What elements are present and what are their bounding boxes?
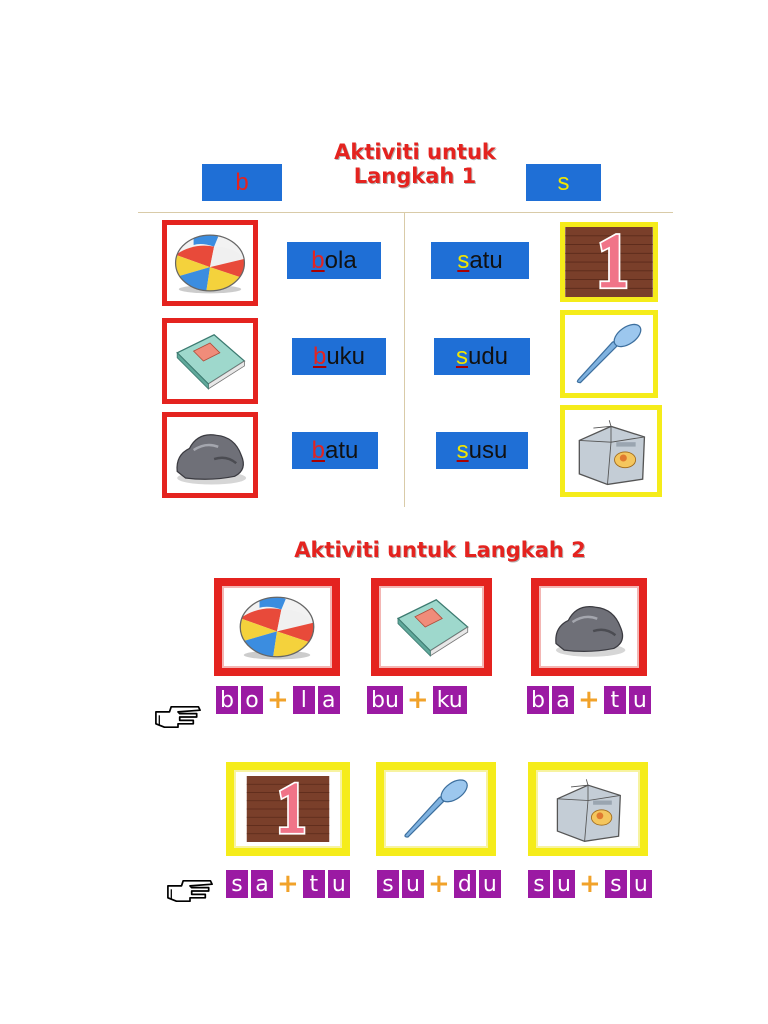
step2-title: Aktiviti untuk Langkah 2 [294,538,586,562]
word-bola-rest: ola [324,246,357,274]
picture-sudu [560,310,658,398]
step1-title [300,140,530,188]
syllables-satu [226,870,350,898]
milk-carton-icon [544,775,632,843]
picture-batu [162,412,258,498]
word-susu-rest: usu [468,436,508,464]
plus-sign: + [579,869,601,899]
picture-bola [162,220,258,306]
syllable-letter: d [454,870,476,898]
syllable-letter: u [629,686,651,714]
syllable-letter: u [479,870,501,898]
step2-picture-sudu [376,762,496,856]
plus-sign: + [277,869,299,899]
letter-b: b [235,168,249,196]
syllable-letter: b [216,686,238,714]
step1-divider-vertical [404,212,405,507]
plus-sign: + [428,869,450,899]
syllables-batu [527,686,651,714]
spoon-icon [567,318,651,390]
word-sudu [434,338,530,375]
word-buku-first: b [312,342,327,370]
syllable-bu [367,686,403,714]
picture-susu [560,405,662,497]
plus-sign: + [267,685,289,715]
ball-icon [169,229,251,297]
syllable-letter: u [402,870,424,898]
letter-b-box [202,164,282,201]
syllables-buku [367,686,467,714]
plus-sign: + [406,685,429,715]
word-bola [287,242,381,279]
word-susu [436,432,528,469]
ball-icon [231,592,323,662]
word-susu-first: s [456,436,469,464]
syllable-letter: s [377,870,399,898]
number-one-icon [241,776,335,842]
word-buku [292,338,386,375]
step2-picture-bola [214,578,340,676]
word-satu [431,242,529,279]
syllables-susu [528,870,652,898]
word-sudu-rest: udu [467,342,509,370]
word-buku-rest: uku [326,342,366,370]
syllable-letter: l [293,686,315,714]
syllable-letter: u [630,870,652,898]
book-icon [169,327,251,395]
spoon-icon [392,776,480,842]
step2-picture-batu [531,578,647,676]
pointing-hand-icon [160,874,220,908]
step1-divider-horizontal [138,212,673,213]
milk-carton-icon [567,413,655,489]
syllable-letter: o [241,686,263,714]
syllable-letter: t [604,686,626,714]
syllable-letter: t [303,870,325,898]
step2-picture-satu [226,762,350,856]
syllables-bola [216,686,340,714]
pointing-hand-icon [148,700,208,734]
word-satu-first: s [457,246,470,274]
plus-sign: + [578,685,600,715]
syllable-letter: u [553,870,575,898]
syllable-letter: a [251,870,273,898]
letter-s: s [557,168,570,196]
picture-satu [560,222,658,302]
syllable-text: bu [371,687,399,713]
syllable-letter: s [605,870,627,898]
word-batu [292,432,378,469]
letter-s-box [526,164,601,201]
picture-buku [162,318,258,404]
rock-icon [169,421,251,489]
book-icon [388,593,476,661]
syllable-letter: u [328,870,350,898]
step1-title-line2: Langkah 1 [353,164,477,189]
syllable-letter: s [226,870,248,898]
syllable-letter: b [527,686,549,714]
step1-title-line1: Aktiviti untuk [334,140,496,164]
word-batu-rest: atu [324,436,359,464]
word-batu-first: b [311,436,325,464]
number-one-icon [565,227,653,297]
step2-picture-buku [371,578,492,676]
step2-picture-susu [528,762,648,856]
syllables-sudu [377,870,501,898]
word-satu-rest: atu [469,246,503,274]
syllable-text: ku [436,687,463,713]
syllable-letter: a [552,686,574,714]
syllable-ku [433,686,467,714]
syllable-letter: a [318,686,340,714]
word-bola-first: b [311,246,325,274]
syllable-letter: s [528,870,550,898]
word-sudu-first: s [455,342,468,370]
rock-icon [547,594,631,660]
